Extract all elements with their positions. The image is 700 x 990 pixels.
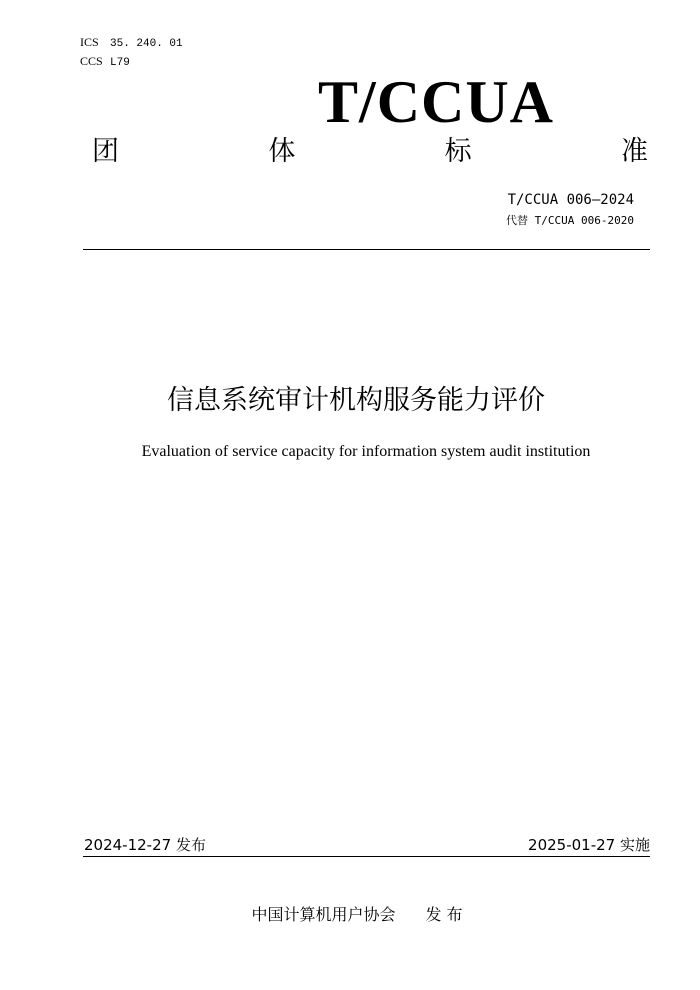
ccs-value: L79	[110, 57, 130, 69]
ics-line	[80, 34, 183, 53]
issuer-line	[0, 905, 700, 925]
header-divider	[83, 249, 650, 250]
standard-type-char: 准	[620, 136, 648, 167]
ics-label: ICS	[80, 35, 99, 49]
standard-type-char: 团	[92, 136, 119, 167]
publish-date: 2024-12-27 发布	[84, 836, 206, 854]
replaces-note: 代替 T/CCUA 006-2020	[506, 214, 634, 227]
implement-date: 2025-01-27 实施	[528, 836, 650, 854]
issuer-name: 中国计算机用户协会	[251, 905, 396, 924]
title-english: Evaluation of service capacity for information system audit institution	[141, 443, 591, 460]
org-code: T/CCUA	[318, 69, 555, 135]
footer-divider	[83, 856, 650, 857]
standard-number: T/CCUA 006—2024	[507, 192, 634, 208]
title-chinese: 信息系统审计机构服务能力评价	[167, 385, 545, 416]
standard-type-char: 体	[268, 136, 296, 167]
ccs-label: CCS	[80, 54, 103, 68]
classification-codes	[80, 34, 183, 72]
issuer-action: 发 布	[425, 905, 463, 924]
standard-type-char: 标	[444, 136, 472, 167]
ics-value: 35. 240. 01	[110, 38, 183, 50]
standard-type	[92, 135, 648, 169]
ccs-line	[80, 53, 183, 72]
